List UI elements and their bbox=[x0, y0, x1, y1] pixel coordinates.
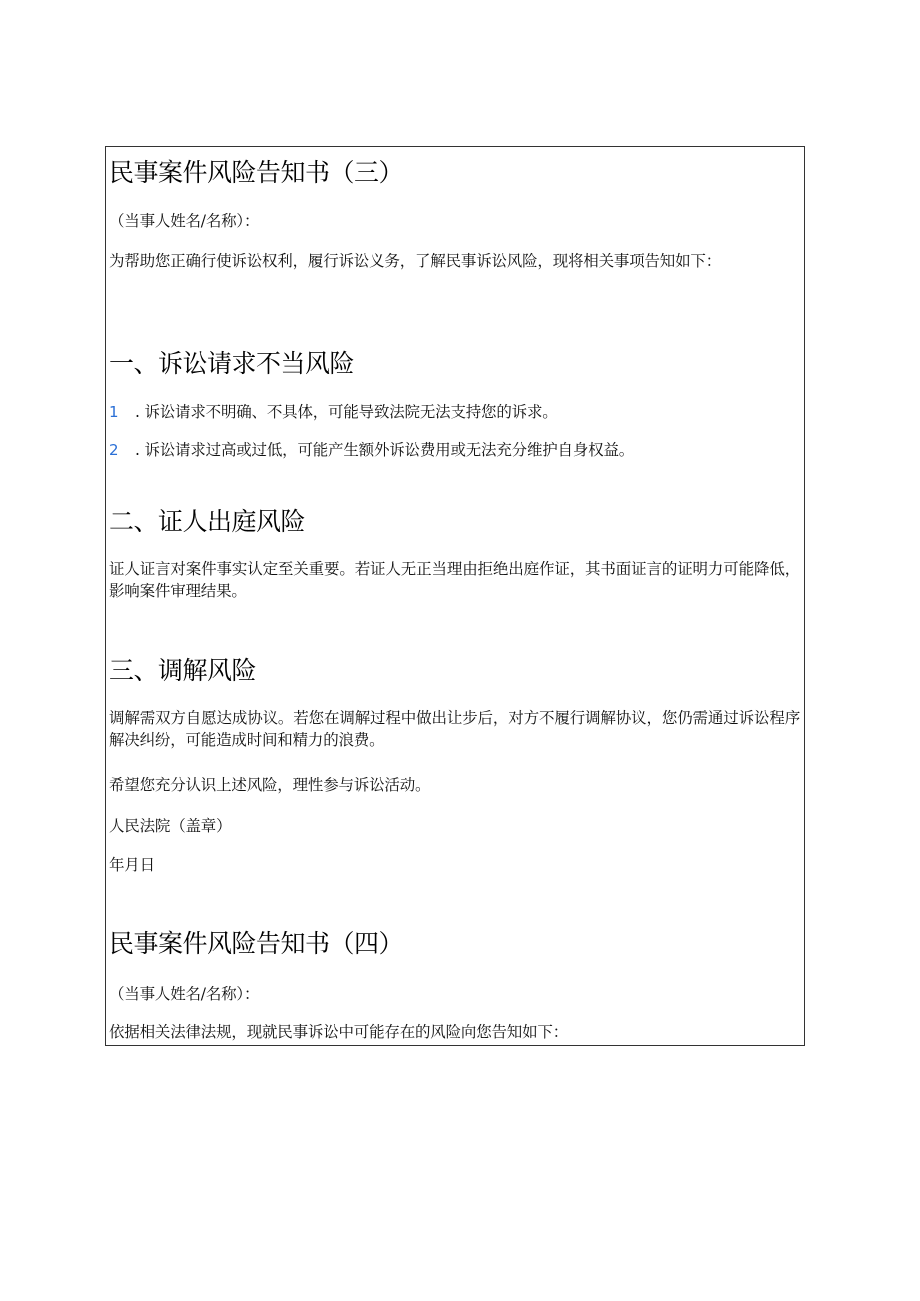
closing-text: 希望您充分认识上述风险，理性参与诉讼活动。 bbox=[109, 776, 431, 794]
section-2-text: 证人证言对案件事实认定至关重要。若证人无正当理由拒绝出庭作证，其书面证言的证明力可能降低，影响案件审理结果。 bbox=[109, 560, 800, 600]
section-1-item-2 bbox=[109, 439, 800, 461]
section-3-title: 三、调解风险 bbox=[109, 656, 257, 685]
item-number: 1 bbox=[109, 403, 119, 421]
item-text: . 诉讼请求不明确、不具体，可能导致法院无法支持您的诉求。 bbox=[135, 403, 558, 421]
notice-4-addressee: （当事人姓名/名称）： bbox=[109, 985, 260, 1003]
document-frame bbox=[105, 146, 805, 1046]
section-3-text: 调解需双方自愿达成协议。若您在调解过程中做出让步后，对方不履行调解协议，您仍需通过诉讼程序解决纠纷，可能造成时间和精力的浪费。 bbox=[109, 709, 800, 749]
section-1-title: 一、诉讼请求不当风险 bbox=[109, 349, 355, 378]
item-number: 2 bbox=[109, 441, 119, 459]
notice-4-intro: 依据相关法律法规，现就民事诉讼中可能存在的风险向您告知如下： bbox=[109, 1023, 569, 1041]
notice-4-title: 民事案件风险告知书（四） bbox=[109, 929, 404, 958]
item-text: . 诉讼请求过高或过低，可能产生额外诉讼费用或无法充分维护自身权益。 bbox=[135, 441, 635, 459]
section-2-title: 二、证人出庭风险 bbox=[109, 507, 306, 536]
notice-3-intro: 为帮助您正确行使诉讼权利，履行诉讼义务，了解民事诉讼风险，现将相关事项告知如下： bbox=[109, 252, 722, 270]
date-line: 年月日 bbox=[109, 856, 155, 874]
court-seal-line: 人民法院（盖章） bbox=[109, 817, 232, 835]
notice-3-addressee: （当事人姓名/名称）： bbox=[109, 212, 260, 230]
section-1-item-1 bbox=[109, 401, 800, 423]
notice-3-title: 民事案件风险告知书（三） bbox=[109, 158, 404, 187]
